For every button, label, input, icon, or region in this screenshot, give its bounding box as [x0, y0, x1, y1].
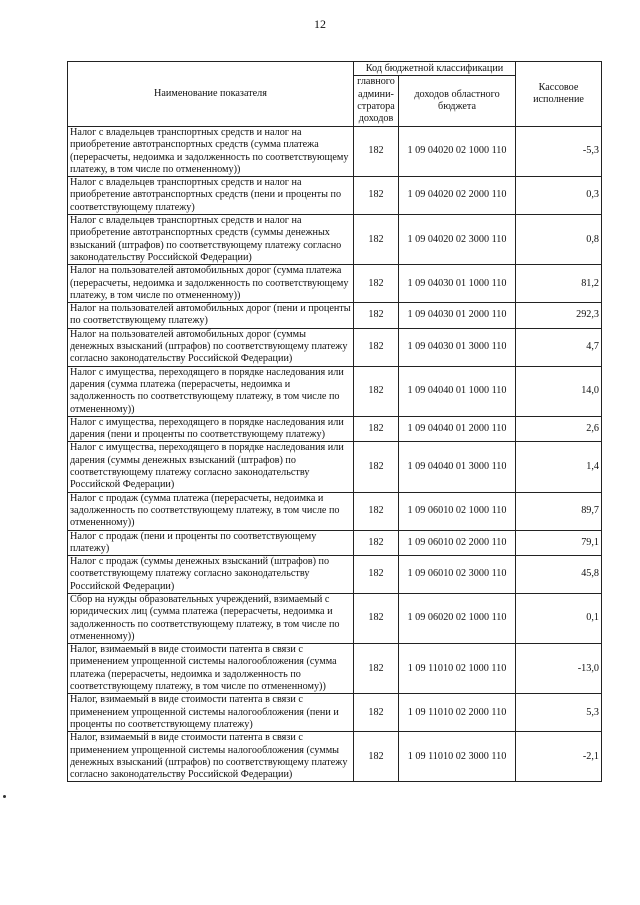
table-row	[68, 416, 602, 442]
admin-code-cell: 182	[354, 593, 399, 643]
indicator-name-cell: Налог с продаж (пени и проценты по соответствующему платежу)	[68, 530, 354, 556]
cash-execution-cell: 5,3	[516, 694, 602, 732]
table-row	[68, 732, 602, 782]
revenue-code-cell: 1 09 06010 02 3000 110	[399, 556, 516, 594]
cash-execution-cell: 0,8	[516, 215, 602, 265]
revenue-code-cell: 1 09 04040 01 1000 110	[399, 366, 516, 416]
table-row	[68, 556, 602, 594]
indicator-name-cell: Налог на пользователей автомобильных дорог (суммы денежных взысканий (штрафов) по соответствующему платежу согласно законодательству Российской Федерации)	[68, 328, 354, 366]
cash-execution-cell: 14,0	[516, 366, 602, 416]
table-row	[68, 694, 602, 732]
indicator-name-cell: Налог с имущества, переходящего в порядке наследования или дарения (пени и проценты по соответствующему платежу)	[68, 416, 354, 442]
revenue-code-cell: 1 09 04030 01 2000 110	[399, 303, 516, 329]
table-row	[68, 265, 602, 303]
table-body	[68, 127, 602, 782]
cash-execution-cell: 0,1	[516, 593, 602, 643]
table-row	[68, 366, 602, 416]
table-row	[68, 530, 602, 556]
indicator-name-cell: Налог с владельцев транспортных средств и налог на приобретение автотранспортных средств (пени и проценты по соответствующему платежу)	[68, 177, 354, 215]
revenue-code-cell: 1 09 04020 02 2000 110	[399, 177, 516, 215]
table-row	[68, 303, 602, 329]
indicator-name-cell: Налог, взимаемый в виде стоимости патента в связи с применением упрощенной системы налогообложения (суммы денежных взысканий (штрафов) по соответствующему платежу согласно законодательству Российской Федерации)	[68, 732, 354, 782]
admin-code-cell: 182	[354, 694, 399, 732]
revenue-code-cell: 1 09 06010 02 2000 110	[399, 530, 516, 556]
indicator-name-cell: Налог, взимаемый в виде стоимости патента в связи с применением упрощенной системы налогообложения (сумма платежа (перерасчеты, недоимка и задолженность по соответствующему платежу, в том числе по отмененному))	[68, 644, 354, 694]
revenue-code-cell: 1 09 04040 01 2000 110	[399, 416, 516, 442]
page-number: 12	[314, 17, 326, 31]
indicator-name-cell: Налог на пользователей автомобильных дорог (пени и проценты по соответствующему платежу)	[68, 303, 354, 329]
revenue-code-cell: 1 09 06020 02 1000 110	[399, 593, 516, 643]
indicator-name-cell: Налог с владельцев транспортных средств и налог на приобретение автотранспортных средств (сумма платежа (перерасчеты, недоимка и задолженность по соответствующему платежу, в том числе по отмененному))	[68, 127, 354, 177]
table-row	[68, 442, 602, 492]
header-budget-code-group: Код бюджетной классификации	[354, 62, 516, 76]
table-row	[68, 215, 602, 265]
admin-code-cell: 182	[354, 265, 399, 303]
header-admin-code: главного админи-стратора доходов	[354, 76, 399, 127]
admin-code-cell: 182	[354, 127, 399, 177]
table-row	[68, 127, 602, 177]
admin-code-cell: 182	[354, 215, 399, 265]
revenue-code-cell: 1 09 11010 02 3000 110	[399, 732, 516, 782]
admin-code-cell: 182	[354, 492, 399, 530]
indicator-name-cell: Налог с имущества, переходящего в порядке наследования или дарения (суммы денежных взысканий (штрафов) по соответствующему платежу согласно законодательству Российской Федерации)	[68, 442, 354, 492]
indicator-name-cell: Налог на пользователей автомобильных дорог (сумма платежа (перерасчеты, недоимка и задолженность по соответствующему платежу, в том числе по отмененному))	[68, 265, 354, 303]
admin-code-cell: 182	[354, 366, 399, 416]
indicator-name-cell: Сбор на нужды образовательных учреждений, взимаемый с юридических лиц (сумма платежа (перерасчеты, недоимка и задолженность по соответствующему платежу, в том числе по отмененному))	[68, 593, 354, 643]
admin-code-cell: 182	[354, 177, 399, 215]
admin-code-cell: 182	[354, 416, 399, 442]
cash-execution-cell: 2,6	[516, 416, 602, 442]
header-revenue-code: доходов областного бюджета	[399, 76, 516, 127]
indicator-name-cell: Налог с продаж (сумма платежа (перерасчеты, недоимка и задолженность по соответствующему платежу, в том числе по отмененному))	[68, 492, 354, 530]
cash-execution-cell: 45,8	[516, 556, 602, 594]
table-row	[68, 492, 602, 530]
cash-execution-cell: 81,2	[516, 265, 602, 303]
budget-table	[67, 61, 602, 782]
revenue-code-cell: 1 09 06010 02 1000 110	[399, 492, 516, 530]
header-indicator-name: Наименование показателя	[68, 62, 354, 127]
cash-execution-cell: 1,4	[516, 442, 602, 492]
cash-execution-cell: -2,1	[516, 732, 602, 782]
revenue-code-cell: 1 09 04020 02 1000 110	[399, 127, 516, 177]
cash-execution-cell: 0,3	[516, 177, 602, 215]
revenue-code-cell: 1 09 04030 01 1000 110	[399, 265, 516, 303]
revenue-code-cell: 1 09 04020 02 3000 110	[399, 215, 516, 265]
table-row	[68, 644, 602, 694]
revenue-code-cell: 1 09 04040 01 3000 110	[399, 442, 516, 492]
table-row	[68, 328, 602, 366]
indicator-name-cell: Налог с продаж (суммы денежных взысканий (штрафов) по соответствующему платежу согласно законодательству Российской Федерации)	[68, 556, 354, 594]
revenue-code-cell: 1 09 11010 02 1000 110	[399, 644, 516, 694]
admin-code-cell: 182	[354, 328, 399, 366]
admin-code-cell: 182	[354, 530, 399, 556]
cash-execution-cell: 4,7	[516, 328, 602, 366]
admin-code-cell: 182	[354, 442, 399, 492]
table-row	[68, 177, 602, 215]
admin-code-cell: 182	[354, 644, 399, 694]
scan-dot	[3, 795, 6, 798]
indicator-name-cell: Налог, взимаемый в виде стоимости патента в связи с применением упрощенной системы налогообложения (пени и проценты по соответствующему платежу)	[68, 694, 354, 732]
indicator-name-cell: Налог с владельцев транспортных средств и налог на приобретение автотранспортных средств (суммы денежных взысканий (штрафов) по соответствующему платежу согласно законодательству Российской Федерации)	[68, 215, 354, 265]
cash-execution-cell: 292,3	[516, 303, 602, 329]
revenue-code-cell: 1 09 11010 02 2000 110	[399, 694, 516, 732]
cash-execution-cell: 89,7	[516, 492, 602, 530]
cash-execution-cell: -5,3	[516, 127, 602, 177]
indicator-name-cell: Налог с имущества, переходящего в порядке наследования или дарения (сумма платежа (перерасчеты, недоимка и задолженность по соответствующему платежу, в том числе по отмененному))	[68, 366, 354, 416]
cash-execution-cell: 79,1	[516, 530, 602, 556]
table-row	[68, 593, 602, 643]
admin-code-cell: 182	[354, 556, 399, 594]
cash-execution-cell: -13,0	[516, 644, 602, 694]
admin-code-cell: 182	[354, 732, 399, 782]
admin-code-cell: 182	[354, 303, 399, 329]
revenue-code-cell: 1 09 04030 01 3000 110	[399, 328, 516, 366]
header-cash-execution: Кассовое исполнение	[516, 62, 602, 127]
